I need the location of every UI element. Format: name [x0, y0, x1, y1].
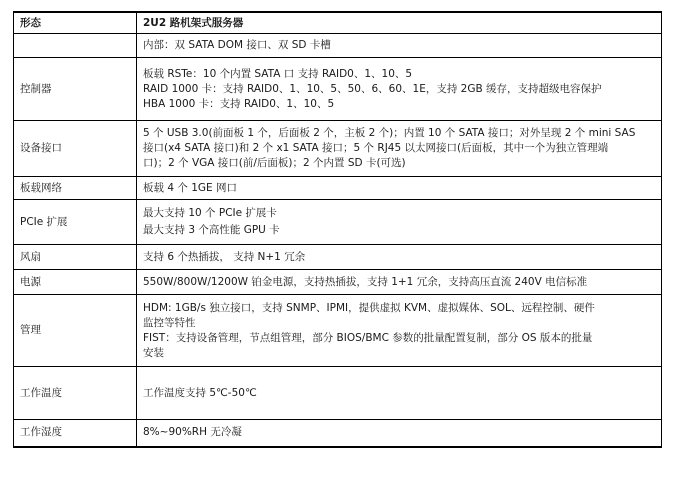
row-label-cell: 工作湿度 [14, 420, 137, 447]
row-label-cell: 电源 [14, 270, 137, 295]
row-value-line: HBA 1000 卡：支持 RAID0、1、10、5 [143, 97, 335, 110]
header-label-cell: 形态 [14, 12, 137, 34]
spec-table [13, 11, 662, 448]
row-value-cell [137, 270, 662, 295]
table-row [14, 420, 662, 447]
row-label-cell: 设备接口 [14, 121, 137, 177]
row-label-cell [14, 34, 137, 58]
table-row [14, 58, 662, 121]
table-row [14, 295, 662, 367]
table-row [14, 177, 662, 200]
row-value-cell [137, 121, 662, 177]
row-value-cell [137, 200, 662, 245]
row-value-line: 最大支持 3 个高性能 GPU 卡 [143, 224, 280, 236]
row-value-cell [137, 177, 662, 200]
table-row [14, 34, 662, 58]
row-label-cell: 板载网络 [14, 177, 137, 200]
table-row [14, 200, 662, 245]
row-value-line: RAID 1000 卡：支持 RAID0、1、10、5、50、6、60、1E，支持 2GB 缓存，支持超级电容保护 [143, 82, 602, 95]
row-value-line: 内部：双 SATA DOM 接口、双 SD 卡槽 [143, 39, 331, 51]
row-label-cell: 风扇 [14, 245, 137, 270]
row-label-cell: 管理 [14, 295, 137, 367]
table-row [14, 270, 662, 295]
row-value-line: 接口(x4 SATA 接口)和 2 个 x1 SATA 接口；5 个 RJ45 以太网接口(后面板，其中一个为独立管理端 [143, 142, 609, 154]
row-value-line: 板载 4 个 1GE 网口 [143, 181, 237, 194]
row-value-line: 550W/800W/1200W 铂金电源，支持热插拔，支持 1+1 冗余，支持高压直流 240V 电信标准 [143, 275, 588, 288]
row-value-line: 监控等特性 [143, 316, 196, 329]
row-label-cell: PCIe 扩展 [14, 200, 137, 245]
row-value-cell [137, 245, 662, 270]
row-value-line: 安装 [143, 346, 164, 359]
table-header-row [14, 12, 662, 34]
row-value-line: 工作温度支持 5℃-50℃ [143, 386, 257, 399]
row-value-cell [137, 420, 662, 447]
row-value-cell [137, 367, 662, 420]
row-value-cell [137, 295, 662, 367]
row-value-line: 口)；2 个 VGA 接口(前/后面板)；2 个内置 SD 卡(可选) [143, 157, 406, 169]
row-label-cell: 控制器 [14, 58, 137, 121]
row-value-line: 最大支持 10 个 PCIe 扩展卡 [143, 207, 277, 219]
row-value-line: 5 个 USB 3.0(前面板 1 个，后面板 2 个，主板 2 个)；内置 10 个 SATA 接口；对外呈现 2 个 mini SAS [143, 127, 636, 139]
table-row [14, 121, 662, 177]
row-value-cell [137, 34, 662, 58]
row-value-line: 板载 RSTe：10 个内置 SATA 口 支持 RAID0、1、10、5 [143, 67, 413, 80]
table-row [14, 367, 662, 420]
header-value-cell: 2U2 路机架式服务器 [137, 12, 662, 34]
row-value-line: 支持 6 个热插拔， 支持 N+1 冗余 [143, 250, 306, 263]
row-value-cell [137, 58, 662, 121]
row-value-line: 8%~90%RH 无冷凝 [143, 426, 242, 439]
table-row [14, 245, 662, 270]
row-value-line: FIST：支持设备管理，节点组管理，部分 BIOS/BMC 参数的批量配置复制，部分 OS 版本的批量 [143, 331, 593, 344]
row-label-cell: 工作温度 [14, 367, 137, 420]
row-value-line: HDM: 1GB/s 独立接口，支持 SNMP、IPMI，提供虚拟 KVM、虚拟媒体、SOL、远程控制、硬件 [143, 301, 595, 314]
